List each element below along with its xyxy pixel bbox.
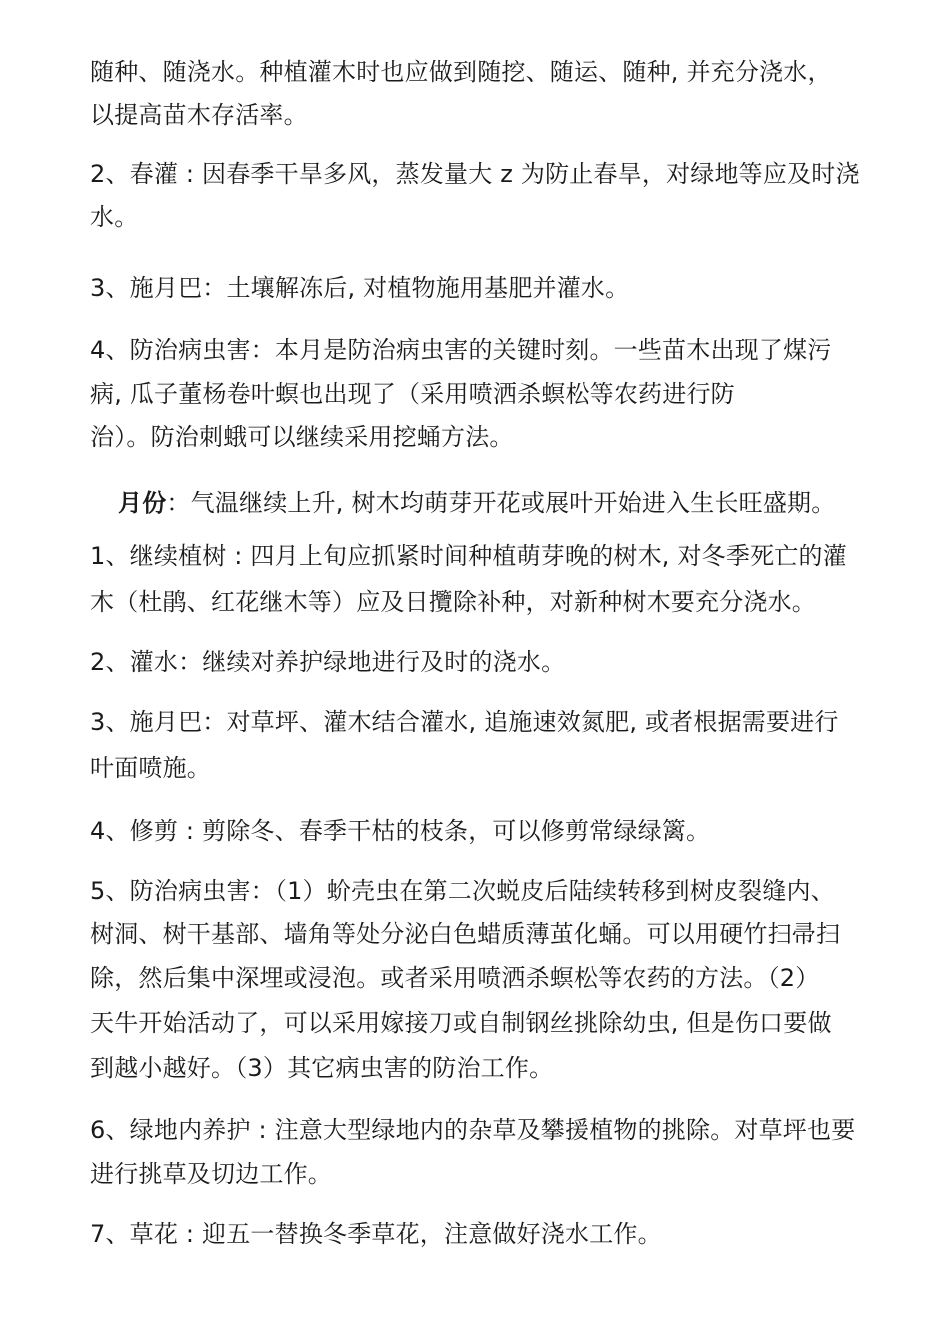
text-line: 随种、随浇水。种植灌木时也应做到随挖、随运、随种, 并充分浇水， — [90, 58, 832, 86]
text-line: 4、防治病虫害：本月是防治病虫害的关键时刻。一些苗木出现了煤污 — [90, 336, 832, 364]
text-line: 进行挑草及切边工作。 — [90, 1160, 332, 1188]
text-line: 树洞、树干基部、墙角等处分泌白色蜡质薄茧化蛹。可以用硬竹扫帚扫 — [90, 920, 841, 948]
text-line: 1、继续植树 : 四月上旬应抓紧时间种植萌芽晚的树木, 对冬季死亡的灌 — [90, 542, 847, 570]
text-line: 到越小越好。（3）其它病虫害的防治工作。 — [90, 1054, 554, 1082]
month-heading — [118, 487, 835, 519]
text-line: 水。 — [90, 203, 139, 231]
text-line: 治）。防治刺蛾可以继续采用挖蛹方法。 — [90, 423, 514, 451]
text-line: 2、春灌 : 因春季干旱多风，蒸发量大 z 为防止春旱，对绿地等应及时浇 — [90, 160, 860, 188]
text-line: 病, 瓜子董杨卷叶螟也出现了（采用喷洒杀螟松等农药进行防 — [90, 380, 735, 408]
month-label: 月份 — [118, 489, 167, 517]
text-line: 3、施月巴：对草坪、灌木结合灌水, 追施速效氮肥, 或者根据需要进行 — [90, 708, 839, 736]
text-line: 7、草花 : 迎五一替换冬季草花，注意做好浇水工作。 — [90, 1220, 662, 1248]
text-line: 除，然后集中深埋或浸泡。或者采用喷洒杀螟松等农药的方法。（2） — [90, 964, 820, 992]
month-heading-text: ：气温继续上升, 树木均萌芽开花或展叶开始进入生长旺盛期。 — [166, 489, 836, 517]
text-line: 4、修剪 : 剪除冬、春季干枯的枝条，可以修剪常绿绿篱。 — [90, 817, 711, 845]
text-line: 2、灌水：继续对养护绿地进行及时的浇水。 — [90, 648, 566, 676]
text-line: 5、防治病虫害：（1）蚧壳虫在第二次蜕皮后陆续转移到树皮裂缝内、 — [90, 877, 835, 905]
text-line: 木（杜鹃、红花继木等）应及日攬除补种，对新种树木要充分浇水。 — [90, 588, 816, 616]
text-line: 叶面喷施。 — [90, 754, 211, 782]
text-line: 以提高苗木存活率。 — [90, 101, 308, 129]
text-line: 6、绿地内养护 : 注意大型绿地内的杂草及攀援植物的挑除。对草坪也要 — [90, 1116, 856, 1144]
text-line: 天牛开始活动了，可以采用嫁接刀或自制钢丝挑除幼虫, 但是伤口要做 — [90, 1009, 832, 1037]
text-line: 3、施月巴：土壤解冻后, 对植物施用基肥并灌水。 — [90, 274, 630, 302]
